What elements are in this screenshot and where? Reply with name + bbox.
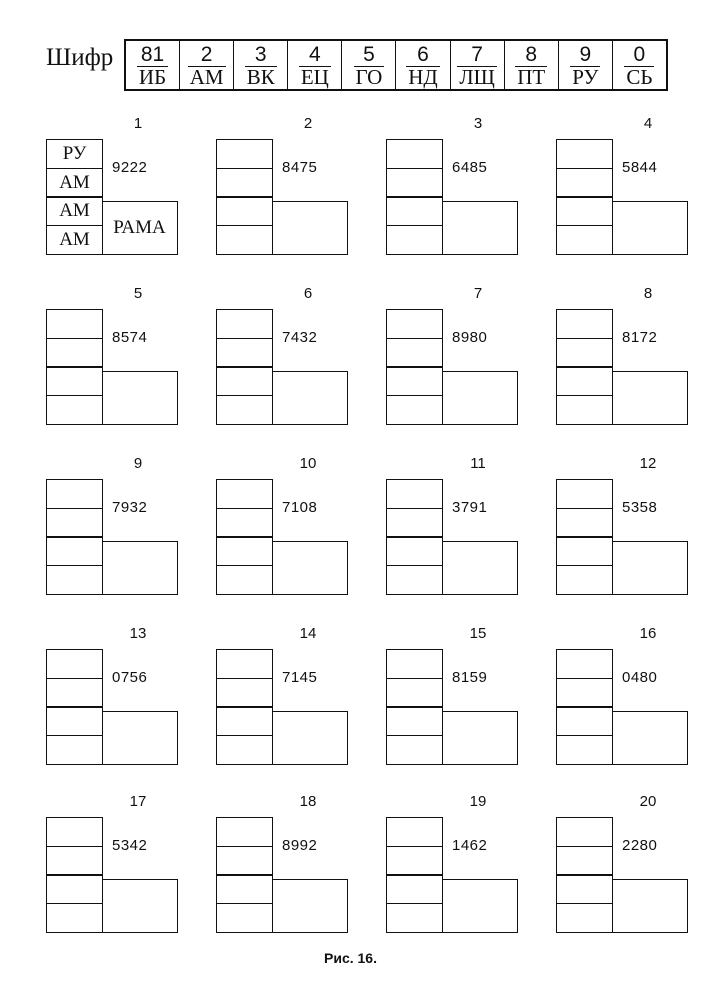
answer-frame — [272, 879, 348, 933]
word-cell-stack — [216, 139, 273, 255]
word-cell — [556, 903, 613, 933]
cipher-letters: ПТ — [517, 64, 546, 89]
word-cell-stack — [556, 139, 613, 255]
exercise-diagram — [46, 115, 196, 265]
word-cell — [556, 565, 613, 595]
word-cell — [386, 903, 443, 933]
word-cell — [216, 338, 273, 368]
answer-frame — [442, 541, 518, 595]
cipher-cell — [505, 41, 559, 89]
numeric-code: 7108 — [282, 499, 318, 516]
exercise-diagram — [216, 285, 366, 435]
word-cell-stack — [46, 817, 103, 933]
word-cell — [216, 735, 273, 765]
cipher-cell — [451, 41, 505, 89]
word-cell — [556, 735, 613, 765]
numeric-code: 8172 — [622, 329, 658, 346]
cipher-letters: ЕЦ — [300, 64, 329, 89]
exercise-diagram — [386, 793, 536, 943]
word-cell-stack — [46, 139, 103, 255]
word-cell — [386, 817, 443, 847]
exercise-diagram — [216, 625, 366, 775]
word-cell — [556, 817, 613, 847]
answer-frame — [272, 371, 348, 425]
exercise-number: 13 — [129, 625, 147, 642]
exercise-number: 15 — [469, 625, 487, 642]
cipher-label: Шифр — [46, 44, 114, 71]
answer-frame — [102, 879, 178, 933]
cipher-letters: РУ — [572, 64, 599, 89]
word-cell — [46, 846, 103, 876]
word-cell — [46, 735, 103, 765]
word-cell — [386, 479, 443, 509]
word-cell — [556, 139, 613, 169]
exercise-diagram — [386, 625, 536, 775]
numeric-code: 8574 — [112, 329, 148, 346]
word-cell — [46, 649, 103, 679]
word-cell-stack — [46, 479, 103, 595]
cipher-digit: 9 — [579, 42, 592, 66]
word-cell — [216, 565, 273, 595]
exercise-number: 6 — [303, 285, 313, 302]
exercise-number: 11 — [470, 455, 486, 472]
word-cell — [386, 139, 443, 169]
exercise-number: 2 — [303, 115, 313, 132]
word-cell: РУ — [46, 139, 103, 169]
cipher-cell — [288, 41, 342, 89]
numeric-code: 7932 — [112, 499, 148, 516]
exercise-diagram — [556, 115, 701, 265]
cipher-cell — [126, 41, 180, 89]
word-cell — [556, 395, 613, 425]
word-cell — [216, 874, 273, 904]
word-cell — [556, 678, 613, 708]
exercise-diagram — [216, 115, 366, 265]
word-cell — [46, 817, 103, 847]
exercise-diagram — [386, 115, 536, 265]
word-cell — [46, 874, 103, 904]
numeric-code: 5844 — [622, 159, 658, 176]
word-cell-stack — [46, 309, 103, 425]
exercise-number: 8 — [643, 285, 653, 302]
word-cell — [556, 649, 613, 679]
word-cell: АМ — [46, 168, 103, 198]
word-cell — [216, 678, 273, 708]
word-cell — [556, 846, 613, 876]
word-cell — [216, 168, 273, 198]
cipher-letters: ГО — [355, 64, 383, 89]
word-cell — [556, 479, 613, 509]
cipher-digit: 2 — [200, 42, 213, 66]
word-cell-stack — [386, 817, 443, 933]
answer-frame — [442, 711, 518, 765]
word-cell-stack — [386, 139, 443, 255]
figure-caption: Рис. 16. — [324, 950, 377, 966]
word-cell-stack — [216, 309, 273, 425]
numeric-code: 0480 — [622, 669, 658, 686]
word-cell — [556, 309, 613, 339]
word-cell — [46, 395, 103, 425]
word-cell — [46, 536, 103, 566]
cipher-digit: 7 — [471, 42, 483, 66]
word-cell — [556, 508, 613, 538]
numeric-code: 6485 — [452, 159, 488, 176]
word-cell: АМ — [46, 225, 103, 255]
word-cell — [386, 225, 443, 255]
answer-frame — [272, 711, 348, 765]
word-cell — [216, 366, 273, 396]
word-cell-stack — [386, 649, 443, 765]
word-cell — [386, 338, 443, 368]
word-cell — [216, 706, 273, 736]
answer-frame — [612, 201, 688, 255]
answer-frame — [442, 201, 518, 255]
word-cell: АМ — [46, 196, 103, 226]
exercise-diagram — [46, 455, 196, 605]
word-cell — [216, 508, 273, 538]
word-cell-stack — [216, 479, 273, 595]
numeric-code: 3791 — [452, 499, 488, 516]
cipher-digit: 8 — [525, 42, 538, 66]
word-cell — [216, 139, 273, 169]
word-cell — [216, 817, 273, 847]
cipher-cell — [234, 41, 288, 89]
cipher-cell — [342, 41, 396, 89]
word-cell — [216, 479, 273, 509]
exercise-number: 17 — [129, 793, 147, 810]
word-cell — [216, 225, 273, 255]
word-cell — [386, 874, 443, 904]
word-cell — [556, 536, 613, 566]
answer-frame — [442, 879, 518, 933]
word-cell-stack — [386, 309, 443, 425]
answer-frame — [102, 541, 178, 595]
exercise-number: 5 — [133, 285, 143, 302]
answer-frame — [102, 711, 178, 765]
exercise-diagram — [556, 455, 701, 605]
exercise-number: 16 — [639, 625, 657, 642]
cipher-digit: 0 — [633, 42, 646, 66]
cipher-letters: ИБ — [138, 64, 167, 89]
word-cell — [46, 309, 103, 339]
exercise-number: 14 — [299, 625, 317, 642]
exercise-number: 9 — [133, 455, 143, 472]
word-cell — [386, 366, 443, 396]
numeric-code: 8992 — [282, 837, 318, 854]
word-cell — [46, 565, 103, 595]
cipher-cell — [180, 41, 234, 89]
cipher-cell — [396, 41, 450, 89]
word-cell-stack — [556, 649, 613, 765]
word-cell — [386, 565, 443, 595]
cipher-digit: 81 — [140, 42, 165, 66]
numeric-code: 8980 — [452, 329, 488, 346]
word-cell — [216, 649, 273, 679]
word-cell — [216, 536, 273, 566]
word-cell — [46, 706, 103, 736]
numeric-code: 2280 — [622, 837, 658, 854]
numeric-code: 8159 — [452, 669, 488, 686]
cipher-digit: 4 — [308, 42, 321, 66]
word-cell — [386, 395, 443, 425]
answer-frame — [272, 201, 348, 255]
word-cell — [386, 706, 443, 736]
word-cell — [386, 196, 443, 226]
word-cell — [556, 168, 613, 198]
answer-frame — [612, 879, 688, 933]
word-cell — [386, 508, 443, 538]
word-cell-stack — [386, 479, 443, 595]
answer-frame — [102, 371, 178, 425]
word-cell-stack — [216, 649, 273, 765]
word-cell — [46, 338, 103, 368]
answer-frame: РАМА — [102, 201, 178, 255]
numeric-code: 5342 — [112, 837, 148, 854]
exercise-diagram — [216, 793, 366, 943]
exercise-diagram — [46, 793, 196, 943]
word-cell — [556, 196, 613, 226]
numeric-code: 8475 — [282, 159, 318, 176]
word-cell — [216, 309, 273, 339]
numeric-code: 9222 — [112, 159, 148, 176]
answer-frame — [612, 711, 688, 765]
exercise-number: 1 — [133, 115, 143, 132]
word-cell — [46, 903, 103, 933]
exercise-number: 4 — [643, 115, 653, 132]
answer-frame — [612, 541, 688, 595]
word-cell-stack — [556, 479, 613, 595]
exercise-diagram — [556, 285, 701, 435]
word-cell — [386, 649, 443, 679]
word-cell — [216, 395, 273, 425]
exercise-number: 12 — [639, 455, 657, 472]
word-cell — [216, 903, 273, 933]
word-cell — [46, 479, 103, 509]
word-cell — [556, 366, 613, 396]
exercise-diagram — [46, 625, 196, 775]
word-cell-stack — [216, 817, 273, 933]
word-cell — [556, 874, 613, 904]
cipher-letters: НД — [408, 64, 438, 89]
cipher-letters: ЛЩ — [459, 64, 495, 89]
cipher-digit: 6 — [417, 42, 429, 66]
word-cell-stack — [46, 649, 103, 765]
numeric-code: 0756 — [112, 669, 148, 686]
word-cell — [46, 678, 103, 708]
answer-frame — [272, 541, 348, 595]
cipher-cell — [613, 41, 666, 89]
exercise-diagram — [46, 285, 196, 435]
word-cell — [556, 706, 613, 736]
numeric-code: 7432 — [282, 329, 318, 346]
word-cell — [46, 366, 103, 396]
word-cell — [386, 536, 443, 566]
word-cell — [216, 846, 273, 876]
word-cell — [556, 338, 613, 368]
cipher-cell — [559, 41, 613, 89]
exercise-number: 7 — [473, 285, 483, 302]
word-cell — [386, 735, 443, 765]
numeric-code: 1462 — [452, 837, 488, 854]
answer-frame — [612, 371, 688, 425]
cipher-letters: СЬ — [626, 64, 653, 89]
word-cell — [216, 196, 273, 226]
exercise-diagram — [556, 793, 701, 943]
cipher-key-table — [124, 39, 668, 91]
cipher-digit: 3 — [254, 42, 267, 66]
exercise-number: 19 — [469, 793, 487, 810]
word-cell — [556, 225, 613, 255]
numeric-code: 5358 — [622, 499, 658, 516]
exercise-number: 3 — [473, 115, 483, 132]
word-cell — [46, 508, 103, 538]
cipher-digit: 5 — [363, 42, 375, 66]
numeric-code: 7145 — [282, 669, 318, 686]
exercise-number: 18 — [299, 793, 317, 810]
exercise-diagram — [386, 455, 536, 605]
word-cell — [386, 846, 443, 876]
exercise-number: 20 — [639, 793, 657, 810]
cipher-letters: АМ — [189, 64, 224, 89]
word-cell — [386, 168, 443, 198]
exercise-diagram — [216, 455, 366, 605]
answer-frame — [442, 371, 518, 425]
exercise-diagram — [386, 285, 536, 435]
word-cell — [386, 309, 443, 339]
word-cell — [386, 678, 443, 708]
exercise-diagram — [556, 625, 701, 775]
word-cell-stack — [556, 309, 613, 425]
word-cell-stack — [556, 817, 613, 933]
exercise-number: 10 — [299, 455, 317, 472]
cipher-letters: ВК — [246, 64, 275, 89]
